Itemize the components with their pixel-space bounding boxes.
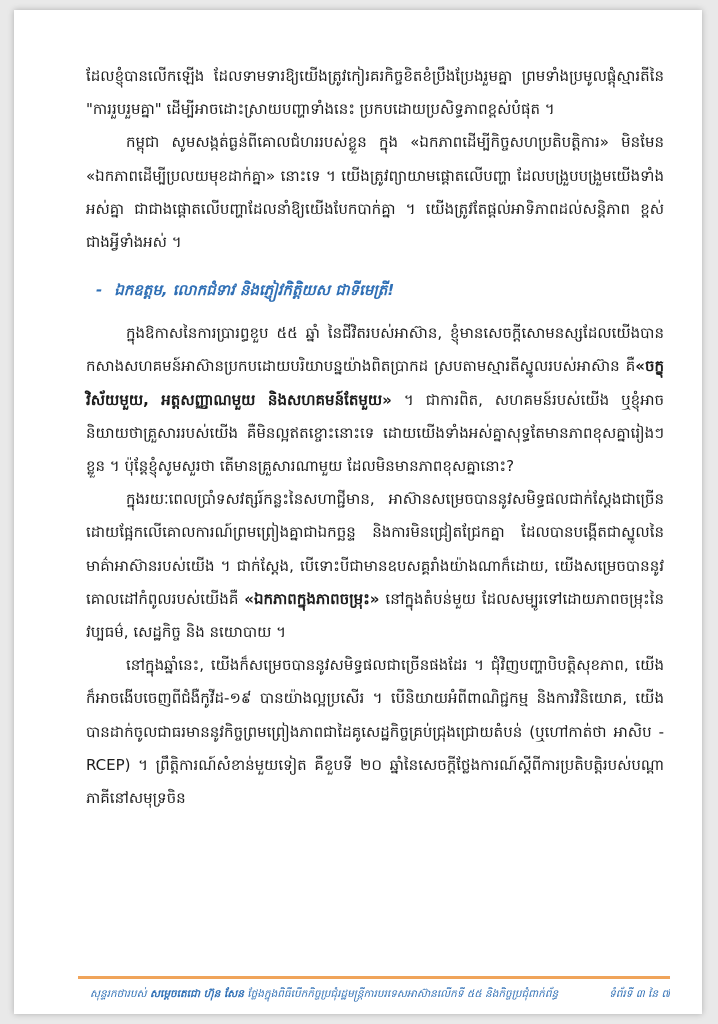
heading-dash: -	[96, 281, 103, 300]
footer-speaker: សម្តេចតេជោ ហ៊ុន សែន	[150, 988, 244, 1000]
paragraph-4-text-a: ក្នុងរយៈពេលប្រាំទសវត្សរ៍កន្លះនៃសហាជ្ជីមាន, អាស៊ានសម្រេចបាននូវសមិទ្ធផលជាក់ស្តែងជាច្រើន ដោយផ្អែកលើគោលការណ៍ព្រមព្រៀងគ្នាជាឯកច្ឆន្ទ និងការមិនជ្រៀតជ្រែកគ្នា ដែលបានបង្កើតជាស្នូលនៃមាគ៌ាអាស៊ានរបស់យើង ។ ជាក់ស្តែង, បើទោះបីជាមានឧបសគ្គរាំងយ៉ាងណាក៏ដោយ, យើងសម្រេចបាននូវគោលដៅកំពូលរបស់យើងគឺ	[86, 490, 664, 608]
paragraph-3-text-b: ។ ជាការពិត, សហគមន៍របស់យើង ឬខ្ញុំអាចនិយាយថាគ្រួសាររបស់យើង គឺមិនល្អឥតខ្ចោះនោះទេ ដោយយើងទាំងអស់គ្នាសុទ្ធតែមានភាពខុសគ្នារៀងៗខ្លួន ។ ប៉ុន្តែខ្ញុំសូមសួរថា តើមានគ្រួសារណាមួយ ដែលមិនមានភាពខុសគ្នានោះ?	[86, 390, 664, 476]
footer	[90, 984, 670, 1004]
paragraph-3-bold: «ចក្ខុវិស័យមួយ, អត្តសញ្ញាណមួយ និងសហគមន៍តែមួយ»	[86, 357, 664, 409]
paragraph-3	[86, 317, 664, 483]
paragraph-5: នៅក្នុងឆ្នាំនេះ, យើងក៏សម្រេចបាននូវសមិទ្ធផលជាច្រើនផងដែរ ។ ជុំវិញបញ្ហាបិបត្តិសុខភាព, យើងក៏អាចងើបចេញពីជំងឺកូវីដ-១៩ បានយ៉ាងល្អប្រសើរ ។ បើនិយាយអំពីពាណិជ្ជកម្ម និងការវិនិយោគ, យើងបានដាក់ចូលជាធរមាននូវកិច្ចព្រមព្រៀងភាពជាដៃគូសេដ្ឋកិច្ចគ្រប់ជ្រុងជ្រោយតំបន់ (ឬហៅកាត់ថា អាសិប - RCEP) ។ ព្រឹត្តិការណ៍សំខាន់មួយទៀត គឺខួបទី ២០ ឆ្នាំនៃសេចក្តីថ្លែងការណ៍ស្តីពីការប្រតិបត្តិរបស់បណ្តាភាគីនៅសមុទ្រចិន	[86, 656, 664, 808]
page-number: ទំព័រទី ៣ នៃ ៧	[609, 988, 670, 1000]
document-body	[86, 60, 664, 815]
footer-rule	[78, 976, 670, 979]
paragraph-4-text-b: នៅក្នុងតំបន់មួយ ដែលសម្បូរទៅដោយភាពចម្រុះនៃវប្បធម៌, សេដ្ឋកិច្ច និង នយោបាយ ។	[86, 589, 664, 642]
footer-prefix: សុន្ទរកថារបស់	[90, 988, 150, 1000]
section-heading	[86, 273, 664, 307]
document-page	[14, 10, 702, 1014]
paragraph-1: ដែលខ្ញុំបានលើកឡើង ដែលទាមទារឱ្យយើងត្រូវកៀរគរកិច្ចខិតខំប្រឹងប្រែងរួមគ្នា ព្រមទាំងប្រមូលផ្តុំស្មារតីនៃ "ការរួបរួមគ្នា" ដើម្បីអាចដោះស្រាយបញ្ហាទាំងនេះ ប្រកបដោយប្រសិទ្ធភាពខ្ពស់បំផុត ។	[86, 67, 664, 119]
paragraph-3-text-a: ក្នុងឱកាសនៃការប្រារព្ធខួប ៥៥ ឆ្នាំ នៃជីវិតរបស់អាស៊ាន, ខ្ញុំមានសេចក្តីសោមនស្សដែលយើងបានកសាងសហគមន៍អាស៊ានប្រកបដោយបរិយាបន្នយ៉ាងពិតប្រាកដ ស្របតាមស្មារតីស្នូលរបស់អាស៊ាន គឺ	[86, 324, 664, 376]
paragraph-2: កម្ពុជា សូមសង្កត់ធ្ងន់ពីគោលជំហររបស់ខ្លួន ក្នុង «ឯកភាពដើម្បីកិច្ចសហប្រតិបត្តិការ» មិនមែន «ឯកភាពដើម្បីប្រលយមុខដាក់គ្នា» នោះទេ ។ យើងត្រូវព្យាយាមផ្តោតលើបញ្ហា ដែលបង្រួបបង្រួមយើងទាំងអស់គ្នា ជាជាងផ្តោតលើបញ្ហាដែលនាំឱ្យយើងបែកបាក់គ្នា ។ យើងត្រូវតែផ្តល់អាទិភាពដល់សន្តិភាព ខ្ពស់ជាងអ្វីទាំងអស់ ។	[86, 133, 664, 252]
paragraph-4	[86, 483, 664, 649]
paragraph-4-bold: «ឯកភាពក្នុងភាពចម្រុះ»	[244, 589, 380, 608]
heading-text: ឯកឧត្តម, លោកជំទាវ និងភ្ញៀវកិត្តិយស ជាទីមេត្រី!	[114, 281, 395, 300]
footer-description: ថ្លែងក្នុងពិធីបើកកិច្ចប្រជុំរដ្ឋមន្ត្រីការបរទេសអាស៊ានលើកទី ៥៥ និងកិច្ចប្រជុំពាក់ព័ន្ធ	[243, 988, 559, 1000]
